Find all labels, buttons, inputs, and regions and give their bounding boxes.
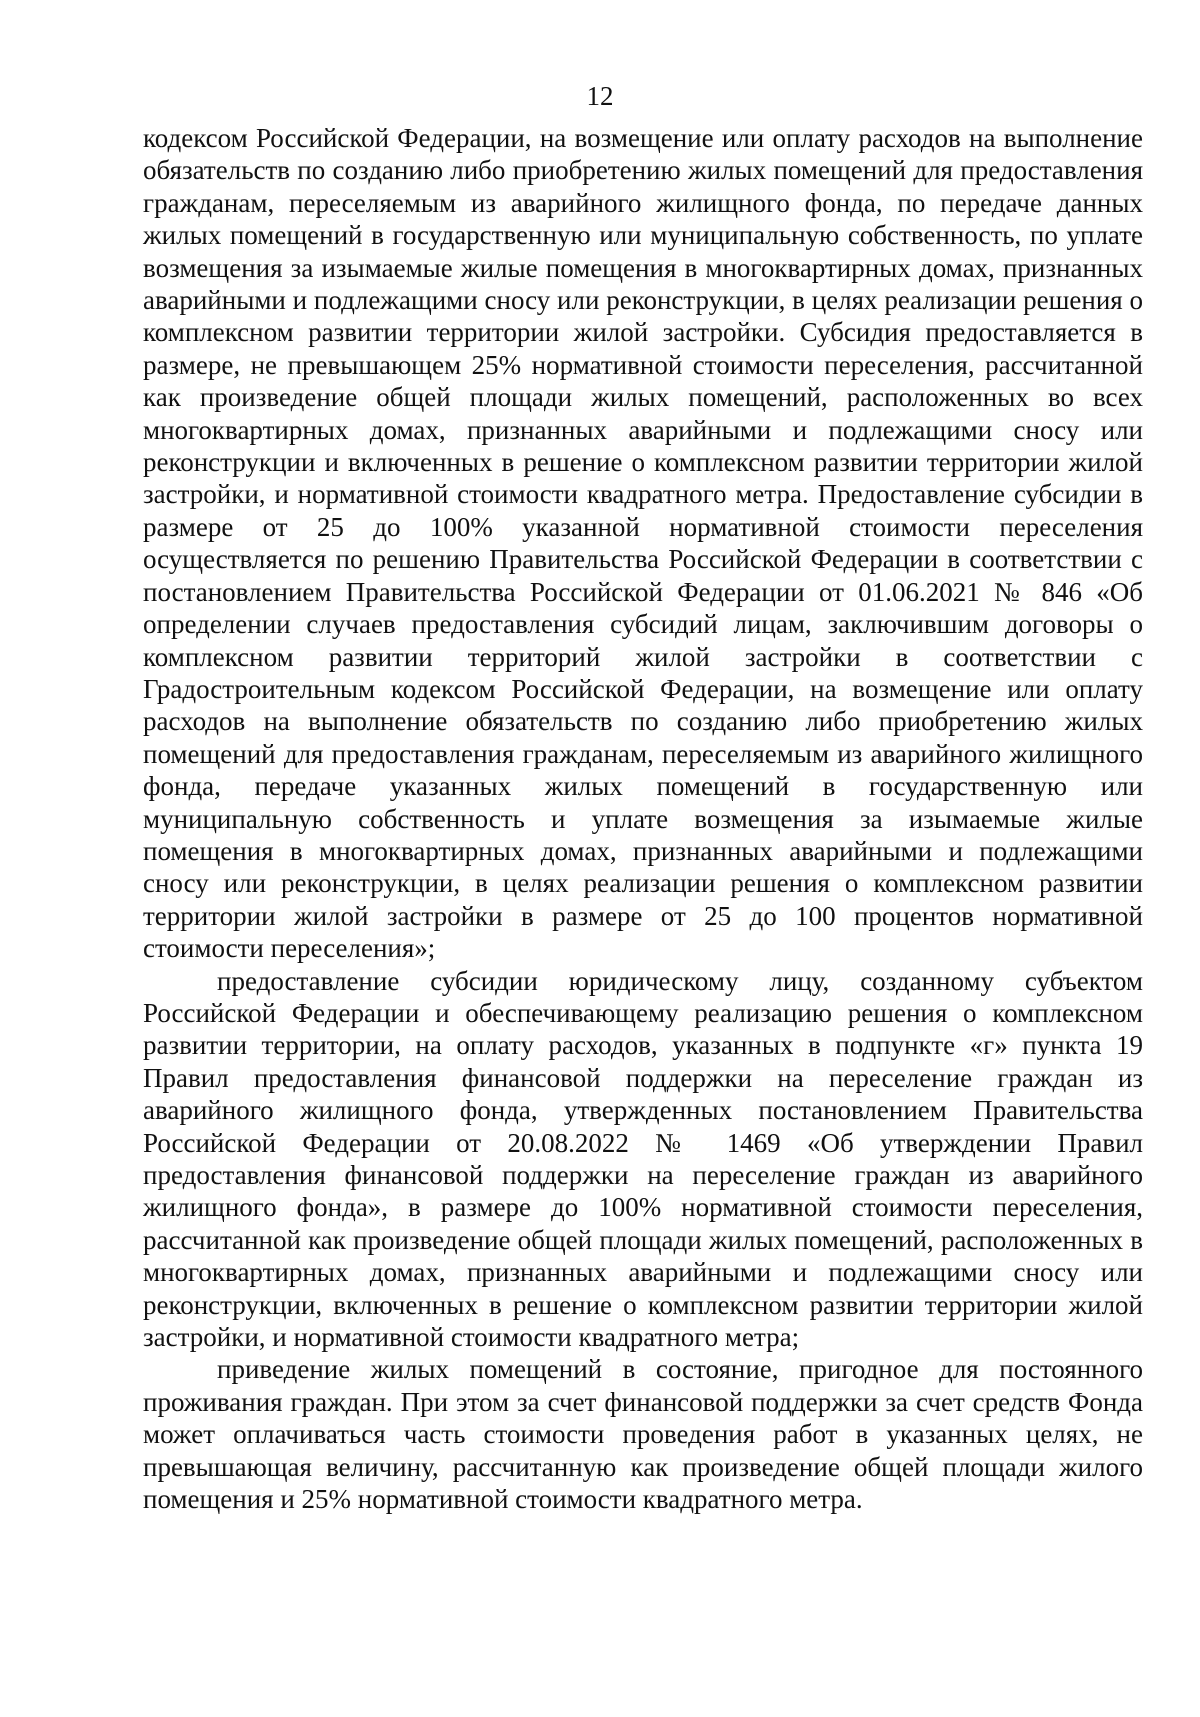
paragraph-subsidy-legal-entity: предоставление субсидии юридическому лицу, созданному субъектом Российской Федерации и обеспечивающему реализацию решения о комплексном развитии территории, на оплату расходов, указанных в подпункте «г» пункта 19 Правил предоставления финансовой поддержки на переселение граждан из аварийного жилищного фонда, утвержденных постановлением Правительства Российской Федерации от 20.08.2022 № 1469 «Об утверждении Правил предоставления финансовой поддержки на переселение граждан из аварийного жилищного фонда», в размере до 100% нормативной стоимости переселения, рассчитанной как произведение общей площади жилых помещений, расположенных в многоквартирных домах, признанных аварийными и подлежащими сносу или реконструкции, включенных в решение о комплексном развитии территории жилой застройки, и нормативной стоимости квадратного метра;	[143, 965, 1143, 1353]
document-body	[143, 122, 1143, 1515]
paragraph-continuation: кодексом Российской Федерации, на возмещение или оплату расходов на выполнение обязательств по созданию либо приобретению жилых помещений для предоставления гражданам, переселяемым из аварийного жилищного фонда, по передаче данных жилых помещений в государственную или муниципальную собственность, по уплате возмещения за изымаемые жилые помещения в многоквартирных домах, признанных аварийными и подлежащими сносу или реконструкции, в целях реализации решения о комплексном развитии территории жилой застройки. Субсидия предоставляется в размере, не превышающем 25% нормативной стоимости переселения, рассчитанной как произведение общей площади жилых помещений, расположенных во всех многоквартирных домах, признанных аварийными и подлежащими сносу или реконструкции и включенных в решение о комплексном развитии территории жилой застройки, и нормативной стоимости квадратного метра. Предоставление субсидии в размере от 25 до 100% указанной нормативной стоимости переселения осуществляется по решению Правительства Российской Федерации в соответствии с постановлением Правительства Российской Федерации от 01.06.2021 № 846 «Об определении случаев предоставления субсидий лицам, заключившим договоры о комплексном развитии территорий жилой застройки в соответствии с Градостроительным кодексом Российской Федерации, на возмещение или оплату расходов на выполнение обязательств по созданию либо приобретению жилых помещений для предоставления гражданам, переселяемым из аварийного жилищного фонда, передаче указанных жилых помещений в государственную или муниципальную собственность и уплате возмещения за изымаемые жилые помещения в многоквартирных домах, признанных аварийными и подлежащими сносу или реконструкции, в целях реализации решения о комплексном развитии территории жилой застройки в размере от 25 до 100 процентов нормативной стоимости переселения»;	[143, 123, 1143, 964]
page-number: 12	[586, 81, 614, 111]
paragraph-housing-renovation: приведение жилых помещений в состояние, пригодное для постоянного проживания граждан. При этом за счет финансовой поддержки за счет средств Фонда может оплачиваться часть стоимости проведения работ в указанных целях, не превышающая величину, рассчитанную как произведение общей площади жилого помещения и 25% нормативной стоимости квадратного метра.	[143, 1354, 1143, 1515]
